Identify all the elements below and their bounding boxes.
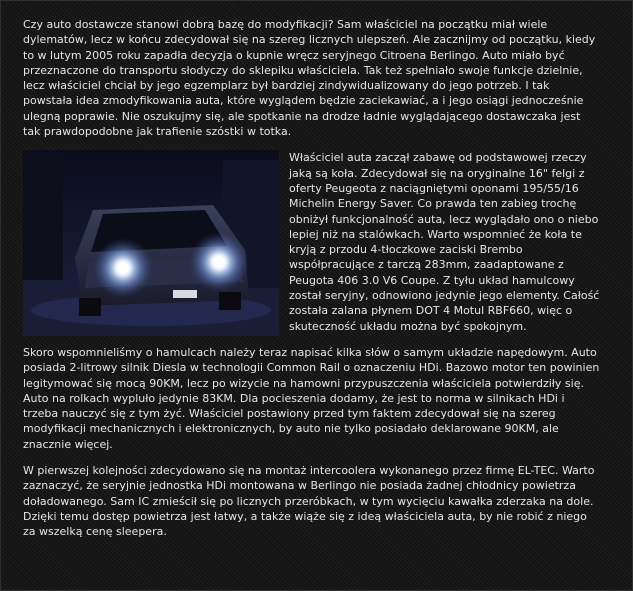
- paragraph-drivetrain: Skoro wspomnieliśmy o hamulcach należy teraz napisać kilka słów o samym układzie napędowym. Auto posiada 2-litrowy silnik Diesla w technologii Common Rail o oznaczeniu HDi. Bazowo motor ten powinien legitymować się mocą 90KM, lecz po wizycie na hamowni przypuszczenia właściciela potwierdziły się. Auto na rolkach wypluło jedynie 83KM. Dla pocieszenia dodamy, że jest to norma w silnikach HDi i trzeba nauczyć się z tym żyć. Właściciel postawiony przed tym faktem zdecydował się na szereg modyfikacji mechanicznych i elektronicznych, by auto nie tylko posiadało deklarowane 90KM, ale znacznie więcej.: [23, 345, 600, 451]
- paragraph-intro: Czy auto dostawcze stanowi dobrą bazę do modyfikacji? Sam właściciel na początku miał wiele dylematów, lecz w końcu zdecydował się na szereg licznych ulepszeń. Ale zacznijmy od początku, kiedy to w lutym 2005 roku zapadła decyzja o kupnie wręcz seryjnego Citroena Berlingo. Auto miało być przeznaczone do transportu słodyczy do sklepiku właściciela. Tak też spełniało swoje funkcje dzielnie, lecz właściciel chciał by jego egzemplarz był bardziej zindywidualizowany do jego potrzeb. I tak powstała idea zmodyfikowania auta, które wyglądem będzie zaciekawiać, a i jego osiągi jednocześnie ulegną poprawie. Nie oszukujmy się, ale spotkanie na drodze ładnie wyglądającego dostawczaka jest tak prawdopodobne jak trafienie szóstki w totka.: [23, 18, 596, 139]
- paragraph-wheels: Właściciel auta zaczął zabawę od podstawowej rzeczy jaką są koła. Zdecydował się na oryginalne 16" felgi z oferty Peugeota z naciągniętymi oponami 195/55/16 Michelin Energy Saver. Co prawda ten zabieg trochę obniżył funkcjonalność auta, lecz wyglądało ono o niebo lepiej niż na stalówkach. Warto wspomnieć że koła te kryją z przodu 4-tłoczkowe zaciski Brembo współpracujące z tarczą 283mm, zaadaptowane z Peugota 406 3.0 V6 Coupe. Z tyłu układ hamulcowy został seryjny, odnowiono jedynie jego elementy. Całość została zalana płynem DOT 4 Motul RBF660, więc o skuteczność układu można być spokojnym.: [289, 151, 600, 333]
- car-photo: [23, 150, 279, 336]
- paragraph-intercooler: W pierwszej kolejności zdecydowano się na montaż intercoolera wykonanego przez firmę EL-TEC. Warto zaznaczyć, że seryjnie jednostka HDi montowana w Berlingo nie posiada żadnej chłodnicy powietrza doładowanego. Sam IC zmieścił się po licznych przeróbkach, w tym wycięciu kawałka zderzaka na dole. Dzięki temu dostęp powietrza jest łatwy, a także wiąże się z ideą właściciela auta, by nie robić z niego za wszelką cenę sleepera.: [23, 464, 595, 539]
- car-photo-image: [23, 150, 279, 336]
- article-content: [23, 17, 601, 551]
